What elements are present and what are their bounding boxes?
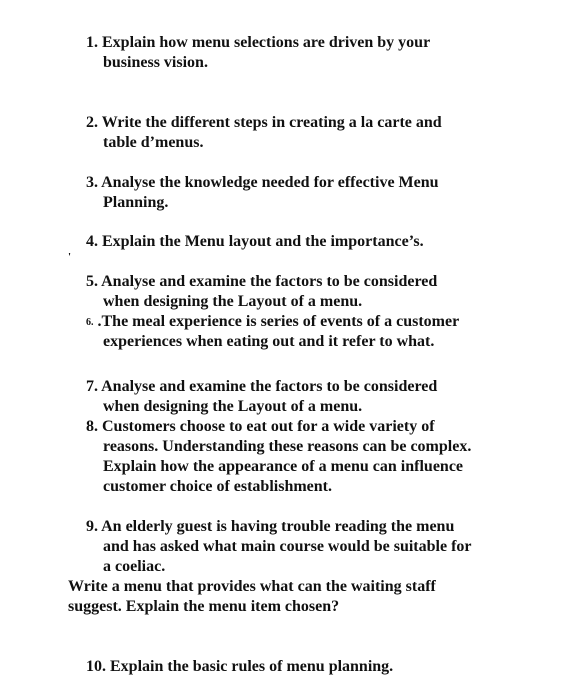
question-4-text-1: Explain the Menu layout and the importance’s.	[102, 233, 424, 250]
question-4-line-1	[86, 232, 526, 252]
question-7-line-1	[86, 377, 526, 397]
question-7-number: 7.	[86, 378, 98, 395]
question-9-followup-2: suggest. Explain the menu item chosen?	[68, 598, 340, 615]
question-3-number: 3.	[86, 174, 98, 191]
question-6	[86, 312, 526, 352]
question-9-number: 9.	[86, 518, 98, 535]
question-2-line-1	[86, 113, 526, 133]
question-8-line-1	[86, 417, 526, 437]
question-10	[86, 657, 526, 677]
question-6-text-2: experiences when eating out and it refer to what.	[103, 333, 435, 350]
question-4-number: 4.	[86, 233, 98, 250]
question-10-line-1	[86, 657, 526, 677]
question-3-text-2: Planning.	[103, 194, 169, 211]
question-8-text-1: Customers choose to eat out for a wide variety of	[102, 418, 435, 435]
question-10-text-1: Explain the basic rules of menu planning.	[110, 658, 394, 675]
question-1-line-1	[86, 33, 526, 53]
question-9-followup-1: Write a menu that provides what can the waiting staff	[68, 578, 436, 595]
question-3	[86, 173, 526, 213]
question-7-text-1: Analyse and examine the factors to be considered	[101, 378, 438, 395]
question-8-number: 8.	[86, 418, 98, 435]
question-2-number: 2.	[86, 114, 98, 131]
stray-mark: '	[68, 251, 72, 263]
question-1-number: 1.	[86, 34, 98, 51]
question-6-number: 6.	[86, 317, 94, 328]
question-8-text-2: reasons. Understanding these reasons can be complex.	[103, 438, 472, 455]
question-9-text-1: An elderly guest is having trouble reading the menu	[101, 518, 455, 535]
question-7-text-2: when designing the Layout of a menu.	[103, 398, 363, 415]
question-6-text-1: .The meal experience is series of events of a customer	[97, 313, 460, 330]
question-2-text-2: table d’menus.	[103, 134, 204, 151]
question-3-text-1: Analyse the knowledge needed for effective Menu	[101, 174, 439, 191]
question-8-text-4: customer choice of establishment.	[103, 478, 332, 495]
question-3-line-1	[86, 173, 526, 193]
question-8-text-3: Explain how the appearance of a menu can influence	[103, 458, 464, 475]
question-5	[86, 272, 526, 312]
question-2-text-1: Write the different steps in creating a la carte and	[101, 114, 442, 131]
question-9-text-2: and has asked what main course would be suitable for	[103, 538, 472, 555]
question-5-line-1	[86, 272, 526, 292]
question-5-text-1: Analyse and examine the factors to be considered	[101, 273, 438, 290]
question-1-text-2: business vision.	[103, 54, 208, 71]
question-2	[86, 113, 526, 153]
question-6-line-1	[86, 312, 526, 332]
question-10-number: 10.	[86, 658, 106, 675]
question-9	[86, 517, 526, 577]
question-1	[86, 33, 526, 73]
question-1-text-1: Explain how menu selections are driven by your	[102, 34, 431, 51]
question-8	[86, 417, 526, 497]
question-9-line-1	[86, 517, 526, 537]
question-4	[86, 232, 526, 252]
question-9-followup	[68, 577, 538, 617]
question-9-text-3: a coeliac.	[103, 558, 166, 575]
question-5-text-2: when designing the Layout of a menu.	[103, 293, 363, 310]
question-5-number: 5.	[86, 273, 98, 290]
question-7	[86, 377, 526, 417]
